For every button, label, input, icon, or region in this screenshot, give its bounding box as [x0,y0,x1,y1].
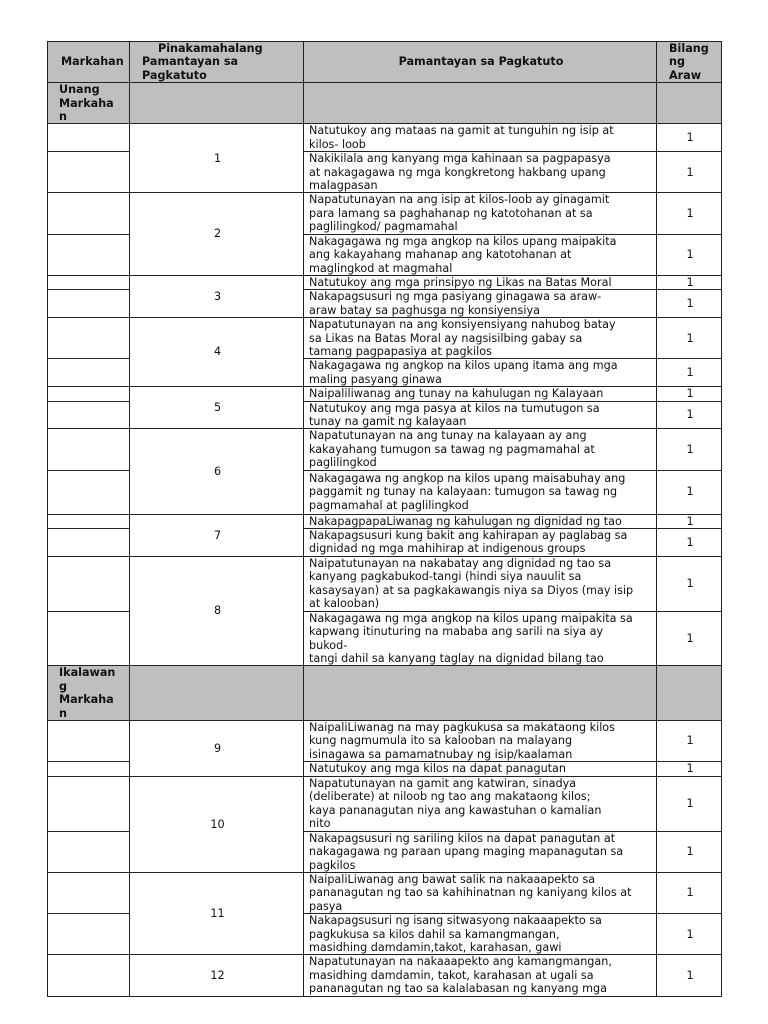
markahan-cell [48,762,130,776]
competency-number: 6 [130,429,304,514]
days-count: 1 [657,359,722,387]
competency-number: 8 [130,556,304,666]
days-count: 1 [657,762,722,776]
days-count: 1 [657,831,722,872]
learning-standard: Nakagagawa ng mga angkop na kilos upang maipakita sa kapwang itinuturing na mababa ang sarili na siya ay bukod- tangi dahil sa kanyang taglay na dignidad bilang tao [304,611,657,666]
quarter-row-ikalawang-cell [657,666,722,721]
learning-standard: NaipaliLiwanag na may pagkukusa sa makataong kilos kung nagmumula ito sa kalooban na malayang isinagawa sa pamamatnubay ng isip/kaalaman [304,721,657,762]
markahan-cell [48,914,130,955]
days-count: 1 [657,152,722,193]
days-count: 1 [657,387,722,401]
learning-standard: Napatutunayan na gamit ang katwiran, sinadya (deliberate) at niloob ng tao ang makataong kilos; kaya pananagutan niya ang kawastuhan o kamalian nito [304,776,657,831]
header-markahan: Markahan [48,42,130,83]
markahan-cell [48,955,130,996]
days-count: 1 [657,234,722,275]
table-row [48,872,722,913]
days-count: 1 [657,470,722,514]
learning-standard: Naipaliliwanag ang tunay na kahulugan ng Kalayaan [304,387,657,401]
days-count: 1 [657,275,722,289]
header-bilang: Bilang ng Araw [657,42,722,83]
days-count: 1 [657,611,722,666]
competency-number: 12 [130,955,304,996]
days-count: 1 [657,514,722,528]
learning-standard: Nakapagsusuri ng sariling kilos na dapat panagutan at nakagagawa ng paraan upang maging mapanagutan sa pagkilos [304,831,657,872]
learning-standard: Napatutunayan na ang tunay na kalayaan ay ang kakayahang tumugon sa tawag ng pagmamahal at paglilingkod [304,429,657,470]
learning-standard: Natutukoy ang mataas na gamit at tunguhin ng isip at kilos- loob [304,124,657,152]
markahan-cell [48,429,130,470]
markahan-cell [48,556,130,611]
markahan-cell [48,275,130,289]
quarter-row-ikalawang-cell [130,666,304,721]
learning-standard: Nakapagsusuri ng mga pasiyang ginagawa sa araw- araw batay sa paghusga ng konsiyensiya [304,290,657,318]
days-count: 1 [657,124,722,152]
competency-number: 11 [130,872,304,954]
quarter-row-unang [48,83,722,124]
competency-number: 4 [130,318,304,387]
days-count: 1 [657,556,722,611]
markahan-cell [48,234,130,275]
learning-standard: Nakapagsusuri ng isang sitwasyong nakaaapekto sa pagkukusa sa kilos dahil sa kamangmangan, masidhing damdamin,takot, karahasan, gawi [304,914,657,955]
learning-standard: Nakagagawa ng mga angkop na kilos upang maipakita ang kakayahang mahanap ang katotohanan at maglingkod at magmahal [304,234,657,275]
markahan-cell [48,124,130,152]
learning-standard: Naipatutunayan na nakabatay ang dignidad ng tao sa kanyang pagkabukod-tangi (hindi siya nauulit sa kasaysayan) at sa pagkakawangis niya sa Diyos (may isip at kalooban) [304,556,657,611]
learning-standard: Napatutunayan na ang konsiyensiyang nahubog batay sa Likas na Batas Moral ay nagsisilbing gabay sa tamang pagpapasiya at pagkilos [304,318,657,359]
learning-standard: NakapagpapaLiwanag ng kahulugan ng dignidad ng tao [304,514,657,528]
competency-number: 3 [130,275,304,317]
table-row [48,721,722,762]
markahan-cell [48,401,130,429]
days-count: 1 [657,193,722,234]
learning-standard: Natutukoy ang mga pasya at kilos na tumutugon sa tunay na gamit ng kalayaan [304,401,657,429]
quarter-row-unang-cell [657,83,722,124]
competency-number: 9 [130,721,304,777]
days-count: 1 [657,955,722,996]
competency-number: 2 [130,193,304,275]
learning-standard: Nakagagawa ng angkop na kilos upang itama ang mga maling pasyang ginawa [304,359,657,387]
header-pinakamahalang: Pinakamahalang Pamantayan sa Pagkatuto [130,42,304,83]
markahan-cell [48,514,130,528]
learning-standard: Nakapagsusuri kung bakit ang kahirapan ay paglabag sa dignidad ng mga mahihirap at indigenous groups [304,529,657,557]
table-row [48,193,722,234]
markahan-cell [48,359,130,387]
learning-standard: Napatutunayan na ang isip at kilos-loob ay ginagamit para lamang sa paghahanap ng katotohanan at sa paglilingkod/ pagmamahal [304,193,657,234]
competency-number: 5 [130,387,304,429]
learning-standard: Natutukoy ang mga prinsipyo ng Likas na Batas Moral [304,275,657,289]
days-count: 1 [657,721,722,762]
markahan-cell [48,611,130,666]
markahan-cell [48,721,130,762]
days-count: 1 [657,914,722,955]
learning-standard: Natutukoy ang mga kilos na dapat panagutan [304,762,657,776]
markahan-cell [48,776,130,831]
competency-number: 10 [130,776,304,872]
days-count: 1 [657,318,722,359]
days-count: 1 [657,776,722,831]
quarter-row-ikalawang-cell [304,666,657,721]
days-count: 1 [657,290,722,318]
competency-number: 7 [130,514,304,556]
markahan-cell [48,193,130,234]
days-count: 1 [657,429,722,470]
markahan-cell [48,318,130,359]
markahan-cell [48,387,130,401]
markahan-cell [48,831,130,872]
markahan-cell [48,470,130,514]
table-row [48,124,722,152]
markahan-cell [48,152,130,193]
curriculum-table [47,41,722,997]
header-row [48,42,722,83]
table-row [48,556,722,611]
curriculum-table-body [48,42,722,997]
learning-standard: Napatutunayan na nakaaapekto ang kamangmangan, masidhing damdamin, takot, karahasan at ugali sa pananagutan ng tao sa kalalabasan ng kanyang mga [304,955,657,996]
days-count: 1 [657,529,722,557]
curriculum-table-page [47,41,721,997]
table-row [48,429,722,470]
markahan-cell [48,529,130,557]
learning-standard: Nakagagawa ng angkop na kilos upang maisabuhay ang paggamit ng tunay na kalayaan: tumugon sa tawag ng pagmamahal at paglilingkod [304,470,657,514]
learning-standard: NaipaliLiwanag ang bawat salik na nakaaapekto sa pananagutan ng tao sa kahihinatnan ng kaniyang kilos at pasya [304,872,657,913]
quarter-row-unang-label: Unang Markaha n [48,83,130,124]
markahan-cell [48,290,130,318]
table-row [48,387,722,401]
markahan-cell [48,872,130,913]
days-count: 1 [657,401,722,429]
competency-number: 1 [130,124,304,193]
header-pamantayan: Pamantayan sa Pagkatuto [304,42,657,83]
days-count: 1 [657,872,722,913]
table-row [48,514,722,528]
quarter-row-ikalawang-label: Ikalawan g Markaha n [48,666,130,721]
learning-standard: Nakikilala ang kanyang mga kahinaan sa pagpapasya at nakagagawa ng mga kongkretong hakbang upang malagpasan [304,152,657,193]
table-row [48,275,722,289]
table-row [48,318,722,359]
quarter-row-unang-cell [304,83,657,124]
quarter-row-unang-cell [130,83,304,124]
quarter-row-ikalawang [48,666,722,721]
table-row [48,776,722,831]
table-row [48,955,722,996]
